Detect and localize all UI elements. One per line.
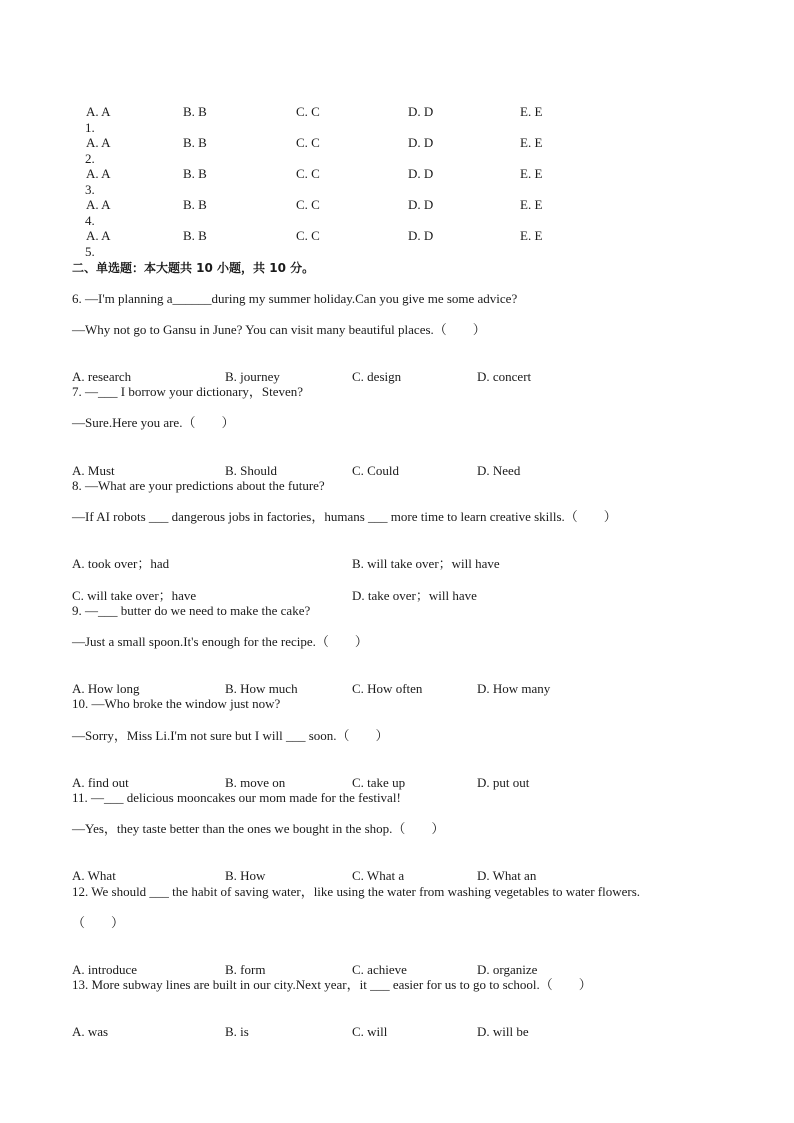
option-c: C. take up xyxy=(352,775,406,790)
option-a: A. A xyxy=(86,228,111,243)
option-b: B. Should xyxy=(225,463,278,478)
question-6-reply: —Why not go to Gansu in June? You can visit many beautiful places.（ ） xyxy=(72,322,486,337)
option-e: E. E xyxy=(520,135,543,150)
option-b: B. How much xyxy=(225,681,298,696)
option-e: E. E xyxy=(520,228,543,243)
option-d: D. concert xyxy=(477,369,532,384)
answer-row-number: 5. xyxy=(85,244,95,259)
option-d: D. Need xyxy=(477,463,521,478)
option-c: C. C xyxy=(296,228,320,243)
option-c: C. will xyxy=(352,1024,388,1039)
question-7-stem: 7. —___ I borrow your dictionary，Steven? xyxy=(72,384,304,399)
question-8-reply: —If AI robots ___ dangerous jobs in factories，humans ___ more time to learn creative skills.（ ） xyxy=(72,509,617,524)
option-a: A. A xyxy=(86,135,111,150)
option-a: A. introduce xyxy=(72,962,137,977)
option-a: A. find out xyxy=(72,775,129,790)
question-8-stem: 8. —What are your predictions about the future? xyxy=(72,478,325,493)
question-10-reply: —Sorry，Miss Li.I'm not sure but I will ___ soon.（ ） xyxy=(72,728,389,743)
option-c: C. C xyxy=(296,166,320,181)
option-a: A. was xyxy=(72,1024,109,1039)
option-d: D. D xyxy=(408,197,434,212)
option-a: A. How long xyxy=(72,681,140,696)
option-b: B. B xyxy=(183,104,207,119)
question-12-stem: 12. We should ___ the habit of saving water，like using the water from washing vegetables to water flowers. xyxy=(72,884,641,899)
option-b: B. move on xyxy=(225,775,286,790)
option-a: A. A xyxy=(86,166,111,181)
option-c: C. C xyxy=(296,135,320,150)
option-b: B. B xyxy=(183,166,207,181)
option-a: A. Must xyxy=(72,463,115,478)
question-9-stem: 9. —___ butter do we need to make the cake? xyxy=(72,603,311,618)
option-a: A. A xyxy=(86,197,111,212)
option-b: B. How xyxy=(225,868,266,883)
option-e: E. E xyxy=(520,104,543,119)
option-d: D. How many xyxy=(477,681,551,696)
question-11-stem: 11. —___ delicious mooncakes our mom made for the festival! xyxy=(72,790,401,805)
option-c: C. What a xyxy=(352,868,405,883)
question-12-bracket: （ ） xyxy=(72,915,125,930)
option-c: C. design xyxy=(352,369,402,384)
option-a: A. research xyxy=(72,369,132,384)
option-d: D. take over；will have xyxy=(352,588,477,603)
question-13-stem: 13. More subway lines are built in our city.Next year，it ___ easier for us to go to school.（ ） xyxy=(72,977,592,992)
option-d: D. will be xyxy=(477,1024,529,1039)
option-c: C. C xyxy=(296,104,320,119)
option-d: D. What an xyxy=(477,868,537,883)
option-e: E. E xyxy=(520,166,543,181)
option-c: C. achieve xyxy=(352,962,407,977)
question-11-reply: —Yes，they taste better than the ones we bought in the shop.（ ） xyxy=(72,821,445,836)
answer-row-number: 4. xyxy=(85,213,95,228)
question-10-stem: 10. —Who broke the window just now? xyxy=(72,696,281,711)
option-d: D. D xyxy=(408,166,434,181)
option-d: D. put out xyxy=(477,775,530,790)
option-b: B. B xyxy=(183,135,207,150)
question-13-options xyxy=(72,1008,529,1056)
option-b: B. B xyxy=(183,197,207,212)
option-b: B. B xyxy=(183,228,207,243)
option-b: B. form xyxy=(225,962,266,977)
answer-row-number: 2. xyxy=(85,151,95,166)
option-b: B. is xyxy=(225,1024,249,1039)
option-d: D. D xyxy=(408,135,434,150)
option-c: C. Could xyxy=(352,463,399,478)
option-c: C. will take over；have xyxy=(72,588,197,603)
answer-row-number: 1. xyxy=(85,120,95,135)
option-b: B. journey xyxy=(225,369,280,384)
option-d: D. D xyxy=(408,104,434,119)
question-9-reply: —Just a small spoon.It's enough for the recipe.（ ） xyxy=(72,634,368,649)
answer-row-number: 3. xyxy=(85,182,95,197)
option-a: A. What xyxy=(72,868,116,883)
option-e: E. E xyxy=(520,197,543,212)
question-7-reply: —Sure.Here you are.（ ） xyxy=(72,415,235,430)
option-d: D. organize xyxy=(477,962,538,977)
question-6-stem: 6. —I'm planning a______during my summer holiday.Can you give me some advice? xyxy=(72,291,518,306)
section-heading: 二、单选题：本大题共 10 小题，共 10 分。 xyxy=(72,261,315,275)
option-a: A. A xyxy=(86,104,111,119)
option-c: C. C xyxy=(296,197,320,212)
option-d: D. D xyxy=(408,228,434,243)
option-b: B. will take over；will have xyxy=(352,556,500,571)
option-a: A. took over；had xyxy=(72,556,170,571)
option-c: C. How often xyxy=(352,681,423,696)
